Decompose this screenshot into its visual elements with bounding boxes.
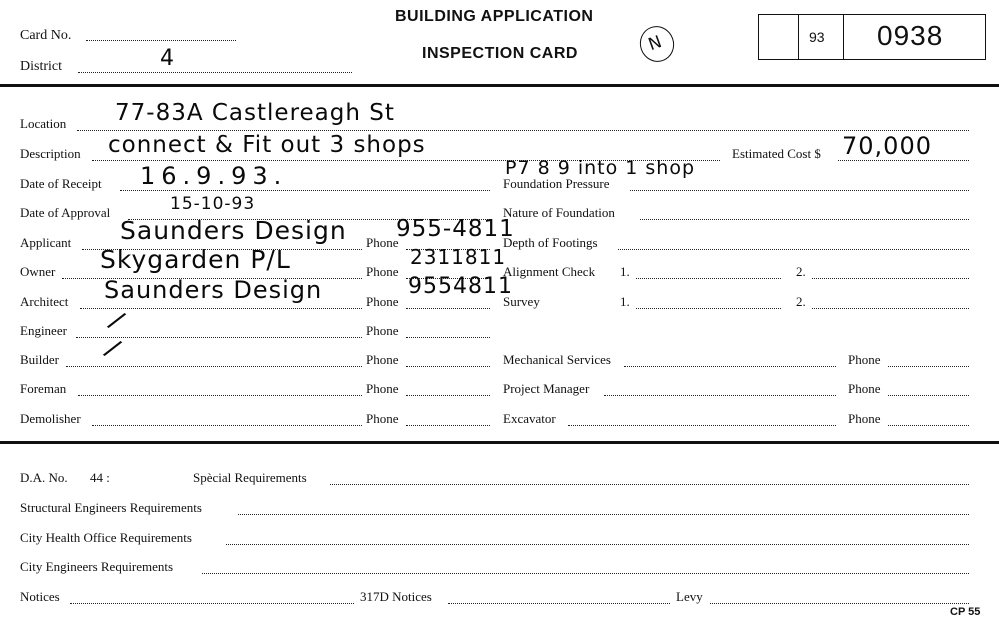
card-no-label: Card No. [20,28,72,43]
estimated-cost-label: Estimated Cost $ [732,146,821,161]
levy-label: Levy [676,589,703,604]
architect-value: Saunders Design [104,276,323,304]
district-field [78,72,352,73]
circled-mark: N [635,21,679,66]
depth-footings-label: Depth of Footings [503,235,598,250]
foundation-pressure-label: Foundation Pressure [503,176,610,191]
estimated-cost-value: 70,000 [842,132,932,160]
special-requirements-label: Spècial Requirements [193,470,307,485]
excavator-label: Excavator [503,411,556,426]
district-value: 4 [160,46,175,71]
da-no-label: D.A. No. [20,470,68,485]
date-approval-label: Date of Approval [20,205,111,220]
project-manager-label: Project Manager [503,381,590,396]
architect-label: Architect [20,294,69,309]
survey-label: Survey [503,294,540,309]
header-divider [0,84,999,87]
health-label: City Health Office Requirements [20,530,192,545]
applicant-label: Applicant [20,235,72,250]
city-engineers-label: City Engineers Requirements [20,559,174,574]
card-no-field [86,40,236,41]
title-line2: INSPECTION CARD [422,45,578,62]
date-approval-value: 15-10-93 [170,194,256,214]
applicant-phone: 955-4811 [396,216,515,242]
description-value: connect & Fit out 3 shops [108,132,426,158]
mechanical-label: Mechanical Services [503,352,611,367]
district-label: District [20,59,62,74]
owner-value: Skygarden P/L [100,245,291,274]
engineer-value: / [104,305,130,337]
architect-phone-label: Phone [366,294,399,309]
structural-label: Structural Engineers Requirements [20,500,202,515]
engineer-label: Engineer [20,323,67,338]
nature-foundation-label: Nature of Foundation [503,205,615,220]
owner-label: Owner [20,264,56,279]
owner-phone: 2311811 [410,245,507,269]
notices-317d-label: 317D Notices [360,589,432,604]
location-value: 77-83A Castlereagh St [115,100,395,126]
card-number: 0938 [877,20,944,51]
architect-phone: 9554811 [408,274,513,299]
foreman-label: Foreman [20,381,67,396]
title-line1: BUILDING APPLICATION [395,8,594,25]
builder-value: / [100,333,126,365]
owner-phone-label: Phone [366,264,399,279]
inspection-card: Card No. District 4 BUILDING APPLICATION INSPECTION CARD N 93 0938 Location 77-83A Castlereagh St Description connect & Fit out 3 shops Estimated Cost $ 70,000 Date of Receipt 16.9.93. Foundation Pressure P7 8 9 into 1 shop Date of Approval 15-10-93 Nature of Foundation Applicant Saunders Design Phone 955-4811 Depth of Footings Owner Skygarden P/L Phone 2311811 Alignment Check 1. 2. Architect Saunders Design Phone 9554811 Survey 1. 2. Engineer / Phone Builder / Phone Mechanical Services Phone Foreman Phone Project Manager Phone Demolisher Phone Excavator Phone D.A. No. 44 : Spècial Requirements Structural Engineers Requirements City Health Office Requirements City Engineers Requirements Notices 317D Notices Levy CP 55 [0,0,999,622]
applicant-value: Saunders Design [120,216,347,245]
builder-label: Builder [20,352,59,367]
section-divider [0,441,999,444]
year-box: 93 [809,29,825,45]
description-value-2: P7 8 9 into 1 shop [505,157,696,179]
description-label: Description [20,146,81,161]
notices-label: Notices [20,589,60,604]
date-receipt-value: 16.9.93. [140,162,288,190]
da-no-value: 44 : [90,470,110,485]
date-receipt-label: Date of Receipt [20,176,102,191]
applicant-phone-label: Phone [366,235,399,250]
demolisher-label: Demolisher [20,411,81,426]
card-number-boxes [758,14,986,60]
alignment-check-label: Alignment Check [503,264,596,279]
location-label: Location [20,116,67,131]
form-code: CP 55 [950,606,981,618]
